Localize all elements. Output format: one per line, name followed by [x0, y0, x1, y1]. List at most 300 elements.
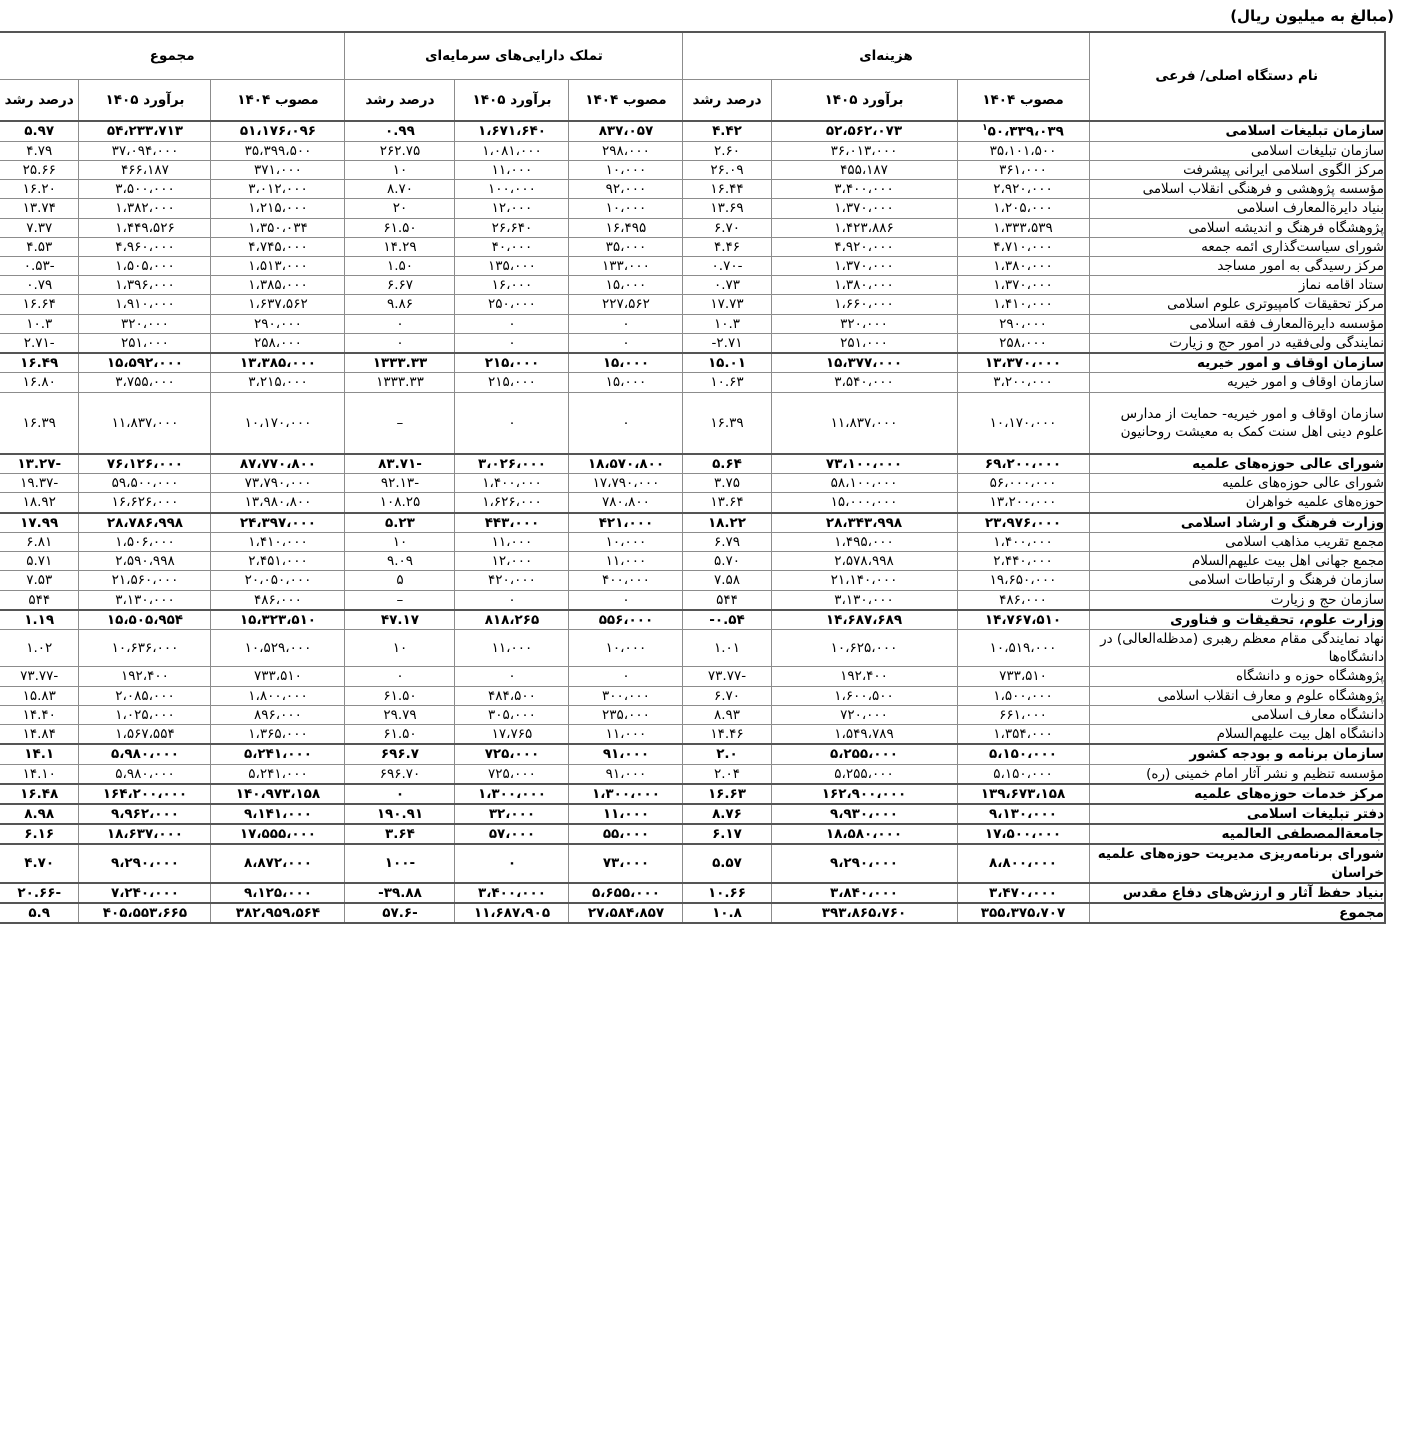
- table-row: [0, 610, 1385, 630]
- cell-capital-estimate_1405: ۴۴۳،۰۰۰: [455, 513, 569, 533]
- cell-total-growth: -۷۳.۷۷: [0, 667, 79, 686]
- cell-capital-growth: ۱۰: [345, 160, 455, 179]
- amounts-unit-caption: (مبالغ به میلیون ریال): [1230, 7, 1394, 25]
- header-group-row: [0, 32, 1385, 80]
- header-capital-estimate-1405: برآورد ۱۴۰۵: [455, 80, 569, 122]
- header-capital-growth: درصد رشد: [345, 80, 455, 122]
- cell-capital-approved_1404: ۰: [569, 667, 683, 686]
- cell-total-approved_1404: ۳،۲۱۵،۰۰۰: [211, 373, 345, 392]
- cell-capital-estimate_1405: ۱۶،۰۰۰: [455, 276, 569, 295]
- cell-current-growth: ۴.۴۲: [683, 121, 771, 141]
- cell-capital-estimate_1405: ۰: [455, 392, 569, 454]
- table-body: [0, 121, 1385, 923]
- cell-total-growth: -۰.۵۳: [0, 257, 79, 276]
- cell-total-approved_1404: ۲۹۰،۰۰۰: [211, 314, 345, 333]
- cell-capital-estimate_1405: ۴۲۰،۰۰۰: [455, 571, 569, 590]
- table-row: [0, 199, 1385, 218]
- cell-current-estimate_1405: ۱۶۲،۹۰۰،۰۰۰: [771, 784, 957, 804]
- cell-total-approved_1404: ۱۵،۳۲۳،۵۱۰: [211, 610, 345, 630]
- row-agency-name: پژوهشگاه حوزه و دانشگاه: [1089, 667, 1385, 686]
- cell-capital-growth: ۱۰۸.۲۵: [345, 493, 455, 513]
- cell-capital-estimate_1405: ۲۶،۶۴۰: [455, 218, 569, 237]
- table-row: [0, 474, 1385, 493]
- cell-capital-approved_1404: ۱۰،۰۰۰: [569, 532, 683, 551]
- cell-total-growth: ۴.۷۹: [0, 141, 79, 160]
- cell-capital-approved_1404: ۱،۳۰۰،۰۰۰: [569, 784, 683, 804]
- cell-current-estimate_1405: ۱،۴۲۳،۸۸۶: [771, 218, 957, 237]
- cell-capital-estimate_1405: ۱،۰۸۱،۰۰۰: [455, 141, 569, 160]
- cell-capital-estimate_1405: ۱،۳۰۰،۰۰۰: [455, 784, 569, 804]
- cell-capital-estimate_1405: ۳۲،۰۰۰: [455, 804, 569, 824]
- cell-current-approved_1404: ۱۳،۳۷۰،۰۰۰: [957, 353, 1089, 373]
- cell-total-growth: -۲۰.۶۶: [0, 883, 79, 903]
- cell-current-growth: ۲۶.۰۹: [683, 160, 771, 179]
- cell-current-approved_1404: ۱،۵۰۰،۰۰۰: [957, 686, 1089, 705]
- cell-capital-approved_1404: ۵۵،۰۰۰: [569, 824, 683, 844]
- cell-current-approved_1404: ۳۵،۱۰۱،۵۰۰: [957, 141, 1089, 160]
- cell-total-growth: ۱۵.۸۳: [0, 686, 79, 705]
- cell-current-estimate_1405: ۷۳،۱۰۰،۰۰۰: [771, 454, 957, 474]
- cell-capital-estimate_1405: ۸۱۸،۲۶۵: [455, 610, 569, 630]
- cell-current-estimate_1405: ۹،۲۹۰،۰۰۰: [771, 844, 957, 882]
- cell-total-growth: ۱۰.۳: [0, 314, 79, 333]
- cell-current-growth: ۳.۷۵: [683, 474, 771, 493]
- cell-total-approved_1404: ۴،۷۴۵،۰۰۰: [211, 237, 345, 256]
- cell-capital-growth: ۱۰: [345, 532, 455, 551]
- cell-total-estimate_1405: ۲۵۱،۰۰۰: [79, 333, 211, 353]
- cell-capital-estimate_1405: ۱۱،۰۰۰: [455, 160, 569, 179]
- cell-capital-growth: ۵.۲۳: [345, 513, 455, 533]
- cell-current-estimate_1405: ۱۱،۸۳۷،۰۰۰: [771, 392, 957, 454]
- cell-capital-estimate_1405: ۲۱۵،۰۰۰: [455, 373, 569, 392]
- cell-current-estimate_1405: ۱۰،۶۲۵،۰۰۰: [771, 629, 957, 666]
- row-agency-name: سازمان حج و زیارت: [1089, 590, 1385, 610]
- cell-capital-approved_1404: ۵،۶۵۵،۰۰۰: [569, 883, 683, 903]
- cell-total-estimate_1405: ۴۶۶،۱۸۷: [79, 160, 211, 179]
- cell-current-growth: ۲.۷۱-: [683, 333, 771, 353]
- cell-current-approved_1404: ۲۳،۹۷۶،۰۰۰: [957, 513, 1089, 533]
- cell-current-growth: ۱.۰۱: [683, 629, 771, 666]
- cell-current-estimate_1405: ۵،۲۵۵،۰۰۰: [771, 764, 957, 784]
- cell-current-approved_1404: ۱،۲۰۵،۰۰۰: [957, 199, 1089, 218]
- cell-total-approved_1404: ۷۳۳،۵۱۰: [211, 667, 345, 686]
- table-row: [0, 804, 1385, 824]
- cell-total-approved_1404: ۱۳،۹۸۰،۸۰۰: [211, 493, 345, 513]
- cell-capital-estimate_1405: ۳۰۵،۰۰۰: [455, 705, 569, 724]
- row-agency-name: شورای برنامه‌ریزی مدیریت حوزه‌های علمیه خراسان: [1089, 844, 1385, 882]
- cell-total-approved_1404: ۹،۱۴۱،۰۰۰: [211, 804, 345, 824]
- header-group-capital: تملک دارایی‌های سرمایه‌ای: [345, 32, 683, 80]
- cell-capital-growth: ۱۳۳۳.۳۳: [345, 373, 455, 392]
- table-row: [0, 883, 1385, 903]
- cell-current-approved_1404: ۲۹۰،۰۰۰: [957, 314, 1089, 333]
- cell-capital-growth: ۶۱.۵۰: [345, 686, 455, 705]
- table-row: [0, 333, 1385, 353]
- cell-current-approved_1404: ۱۰،۱۷۰،۰۰۰: [957, 392, 1089, 454]
- cell-total-growth: ۱۳.۷۴: [0, 199, 79, 218]
- cell-total-estimate_1405: ۳۲۰،۰۰۰: [79, 314, 211, 333]
- table-row: [0, 276, 1385, 295]
- row-agency-name: مجمع جهانی اهل بیت علیهم‌السلام: [1089, 552, 1385, 571]
- cell-total-estimate_1405: ۲۸،۷۸۶،۹۹۸: [79, 513, 211, 533]
- header-total-estimate-1405: برآورد ۱۴۰۵: [79, 80, 211, 122]
- cell-total-estimate_1405: ۱۶۴،۲۰۰،۰۰۰: [79, 784, 211, 804]
- row-agency-name: سازمان اوقاف و امور خیریه: [1089, 373, 1385, 392]
- cell-current-approved_1404: ۶۶۱،۰۰۰: [957, 705, 1089, 724]
- cell-current-growth: ۱۸.۲۲: [683, 513, 771, 533]
- cell-current-growth: -۷۳.۷۷: [683, 667, 771, 686]
- cell-current-growth: ۲.۰۴: [683, 764, 771, 784]
- cell-total-growth: ۵.۹۷: [0, 121, 79, 141]
- row-agency-name: وزارت فرهنگ و ارشاد اسلامی: [1089, 513, 1385, 533]
- cell-total-growth: ۴.۷۰: [0, 844, 79, 882]
- cell-total-growth: ۷.۳۷: [0, 218, 79, 237]
- cell-capital-growth: ۶۱.۵۰: [345, 725, 455, 745]
- cell-current-estimate_1405: ۹،۹۳۰،۰۰۰: [771, 804, 957, 824]
- cell-capital-estimate_1405: ۲۱۵،۰۰۰: [455, 353, 569, 373]
- table-row: [0, 454, 1385, 474]
- header-group-current: هزینه‌ای: [683, 32, 1089, 80]
- cell-capital-approved_1404: ۱۵،۰۰۰: [569, 353, 683, 373]
- cell-current-estimate_1405: ۱،۴۹۵،۰۰۰: [771, 532, 957, 551]
- table-row: [0, 824, 1385, 844]
- table-row: [0, 121, 1385, 141]
- cell-current-approved_1404: ۱،۴۱۰،۰۰۰: [957, 295, 1089, 314]
- cell-current-approved_1404: ۱۰،۵۱۹،۰۰۰: [957, 629, 1089, 666]
- cell-capital-growth: ۰: [345, 667, 455, 686]
- cell-current-estimate_1405: ۳،۱۳۰،۰۰۰: [771, 590, 957, 610]
- cell-capital-approved_1404: ۳۵،۰۰۰: [569, 237, 683, 256]
- cell-current-approved_1404: ۳۵۵،۳۷۵،۷۰۷: [957, 903, 1089, 923]
- cell-total-estimate_1405: ۱،۴۴۹،۵۲۶: [79, 218, 211, 237]
- cell-current-estimate_1405: ۱۴،۶۸۷،۶۸۹: [771, 610, 957, 630]
- table-row: [0, 629, 1385, 666]
- cell-capital-growth: -۹۲.۱۳: [345, 474, 455, 493]
- cell-total-growth: ۱.۰۲: [0, 629, 79, 666]
- table-row: [0, 844, 1385, 882]
- cell-current-growth: ۱۵.۰۱: [683, 353, 771, 373]
- cell-current-estimate_1405: ۳۶،۰۱۳،۰۰۰: [771, 141, 957, 160]
- cell-capital-estimate_1405: ۰: [455, 314, 569, 333]
- cell-current-approved_1404: ۱،۳۵۴،۰۰۰: [957, 725, 1089, 745]
- cell-total-approved_1404: ۳،۰۱۲،۰۰۰: [211, 180, 345, 199]
- cell-capital-estimate_1405: ۱۱،۶۸۷،۹۰۵: [455, 903, 569, 923]
- cell-capital-growth: ۴۷.۱۷: [345, 610, 455, 630]
- cell-total-estimate_1405: ۵۹،۵۰۰،۰۰۰: [79, 474, 211, 493]
- cell-total-approved_1404: ۵۱،۱۷۶،۰۹۶: [211, 121, 345, 141]
- cell-total-approved_1404: ۱،۵۱۳،۰۰۰: [211, 257, 345, 276]
- cell-total-estimate_1405: ۱،۵۰۵،۰۰۰: [79, 257, 211, 276]
- cell-total-approved_1404: ۳۵،۳۹۹،۵۰۰: [211, 141, 345, 160]
- row-agency-name: سازمان تبلیغات اسلامی: [1089, 121, 1385, 141]
- cell-current-approved_1404: ۳۶۱،۰۰۰: [957, 160, 1089, 179]
- cell-total-growth: ۶.۸۱: [0, 532, 79, 551]
- cell-total-estimate_1405: ۱۰،۶۳۶،۰۰۰: [79, 629, 211, 666]
- row-agency-name: پژوهشگاه فرهنگ و اندیشه اسلامی: [1089, 218, 1385, 237]
- cell-total-growth: ۵.۷۱: [0, 552, 79, 571]
- cell-capital-growth: –: [345, 590, 455, 610]
- cell-total-growth: ۱۷.۹۹: [0, 513, 79, 533]
- cell-current-growth: ۲.۶۰: [683, 141, 771, 160]
- cell-total-approved_1404: ۵،۲۴۱،۰۰۰: [211, 764, 345, 784]
- table-caption-row: [0, 0, 1424, 31]
- cell-current-estimate_1405: ۲۵۱،۰۰۰: [771, 333, 957, 353]
- cell-capital-estimate_1405: ۲۵۰،۰۰۰: [455, 295, 569, 314]
- row-agency-name: سازمان اوقاف و امور خیریه- حمایت از مدارس علوم دینی اهل سنت کمک به معیشت روحانیون: [1089, 392, 1385, 454]
- table-row: [0, 314, 1385, 333]
- cell-total-estimate_1405: ۷۶،۱۲۶،۰۰۰: [79, 454, 211, 474]
- table-row: [0, 705, 1385, 724]
- table-row: [0, 180, 1385, 199]
- cell-total-approved_1404: ۱،۳۵۰،۰۳۴: [211, 218, 345, 237]
- cell-capital-approved_1404: ۹۱،۰۰۰: [569, 764, 683, 784]
- cell-current-estimate_1405: ۵۸،۱۰۰،۰۰۰: [771, 474, 957, 493]
- cell-capital-approved_1404: ۱۵،۰۰۰: [569, 373, 683, 392]
- cell-current-approved_1404: ۱،۴۰۰،۰۰۰: [957, 532, 1089, 551]
- cell-current-approved_1404: ۱۳۹،۶۷۳،۱۵۸: [957, 784, 1089, 804]
- cell-capital-estimate_1405: ۱۱،۰۰۰: [455, 532, 569, 551]
- cell-capital-approved_1404: ۱۳۳،۰۰۰: [569, 257, 683, 276]
- cell-total-estimate_1405: ۵،۹۸۰،۰۰۰: [79, 744, 211, 764]
- cell-current-growth: ۶.۷۹: [683, 532, 771, 551]
- cell-total-estimate_1405: ۳،۷۵۵،۰۰۰: [79, 373, 211, 392]
- cell-capital-growth: ۰: [345, 784, 455, 804]
- cell-current-growth: ۱۰.۳: [683, 314, 771, 333]
- cell-total-growth: ۱۶.۴۹: [0, 353, 79, 373]
- header-capital-approved-1404: مصوب ۱۴۰۴: [569, 80, 683, 122]
- header-group-total: مجموع: [0, 32, 345, 80]
- cell-total-growth: ۱۴.۱: [0, 744, 79, 764]
- cell-capital-growth: ۱۰: [345, 629, 455, 666]
- cell-capital-approved_1404: ۱۰،۰۰۰: [569, 629, 683, 666]
- cell-capital-approved_1404: ۰: [569, 590, 683, 610]
- cell-current-approved_1404: ۵،۱۵۰،۰۰۰: [957, 764, 1089, 784]
- row-agency-name: مجمع تقریب مذاهب اسلامی: [1089, 532, 1385, 551]
- cell-current-growth: ۶.۷۰: [683, 218, 771, 237]
- cell-total-approved_1404: ۱،۸۰۰،۰۰۰: [211, 686, 345, 705]
- cell-current-approved_1404: ۵،۱۵۰،۰۰۰: [957, 744, 1089, 764]
- cell-total-estimate_1405: ۲،۵۹۰،۹۹۸: [79, 552, 211, 571]
- cell-total-estimate_1405: ۲،۰۸۵،۰۰۰: [79, 686, 211, 705]
- cell-current-growth: ۱۴.۴۶: [683, 725, 771, 745]
- cell-total-approved_1404: ۱،۶۳۷،۵۶۲: [211, 295, 345, 314]
- cell-current-estimate_1405: ۱،۵۴۹،۷۸۹: [771, 725, 957, 745]
- cell-current-growth: ۱۳.۶۴: [683, 493, 771, 513]
- row-agency-name: بنیاد دایرةالمعارف اسلامی: [1089, 199, 1385, 218]
- cell-capital-growth: -۱۰۰: [345, 844, 455, 882]
- cell-capital-approved_1404: ۲۳۵،۰۰۰: [569, 705, 683, 724]
- cell-current-estimate_1405: ۴۵۵،۱۸۷: [771, 160, 957, 179]
- row-agency-name: سازمان تبلیغات اسلامی: [1089, 141, 1385, 160]
- cell-capital-estimate_1405: ۷۲۵،۰۰۰: [455, 764, 569, 784]
- cell-current-growth: ۸.۹۳: [683, 705, 771, 724]
- cell-capital-approved_1404: ۳۰۰،۰۰۰: [569, 686, 683, 705]
- cell-total-growth: ۴.۵۳: [0, 237, 79, 256]
- cell-capital-growth: ۲۹.۷۹: [345, 705, 455, 724]
- cell-current-growth: ۱۷.۷۳: [683, 295, 771, 314]
- table-row: [0, 764, 1385, 784]
- table-row: [0, 218, 1385, 237]
- cell-total-estimate_1405: ۵،۹۸۰،۰۰۰: [79, 764, 211, 784]
- cell-total-estimate_1405: ۱۹۲،۴۰۰: [79, 667, 211, 686]
- cell-capital-approved_1404: ۴۰۰،۰۰۰: [569, 571, 683, 590]
- cell-current-growth: ۱۶.۳۹: [683, 392, 771, 454]
- cell-current-approved_1404: ۱،۳۷۰،۰۰۰: [957, 276, 1089, 295]
- cell-current-estimate_1405: ۳۹۳،۸۶۵،۷۶۰: [771, 903, 957, 923]
- header-total-growth: درصد رشد: [0, 80, 79, 122]
- cell-total-estimate_1405: ۱۵،۵۰۵،۹۵۴: [79, 610, 211, 630]
- table-total-row: [0, 903, 1385, 923]
- cell-current-approved_1404: ۱،۳۸۰،۰۰۰: [957, 257, 1089, 276]
- cell-capital-growth: ۳۹.۸۸-: [345, 883, 455, 903]
- cell-current-growth: ۱۳.۶۹: [683, 199, 771, 218]
- cell-current-estimate_1405: ۱۹۲،۴۰۰: [771, 667, 957, 686]
- row-agency-name: مؤسسه تنظیم و نشر آثار امام خمینی (ره): [1089, 764, 1385, 784]
- cell-capital-growth: -۸۳.۷۱: [345, 454, 455, 474]
- cell-current-growth: ۵.۵۷: [683, 844, 771, 882]
- cell-capital-estimate_1405: ۱،۶۷۱،۶۴۰: [455, 121, 569, 141]
- cell-total-growth: ۱۶.۴۸: [0, 784, 79, 804]
- table-row: [0, 160, 1385, 179]
- cell-current-estimate_1405: ۴،۹۲۰،۰۰۰: [771, 237, 957, 256]
- cell-capital-approved_1404: ۱۷،۷۹۰،۰۰۰: [569, 474, 683, 493]
- table-row: [0, 725, 1385, 745]
- cell-capital-approved_1404: ۷۳،۰۰۰: [569, 844, 683, 882]
- cell-capital-growth: ۲۶۲.۷۵: [345, 141, 455, 160]
- cell-current-growth: ۸.۷۶: [683, 804, 771, 824]
- cell-current-growth: ۰.۷۳: [683, 276, 771, 295]
- row-agency-name: وزارت علوم، تحقیقات و فناوری: [1089, 610, 1385, 630]
- cell-capital-approved_1404: ۱۱،۰۰۰: [569, 552, 683, 571]
- cell-capital-approved_1404: ۲۲۷،۵۶۲: [569, 295, 683, 314]
- cell-current-estimate_1405: ۵،۲۵۵،۰۰۰: [771, 744, 957, 764]
- cell-capital-growth: ۱.۵۰: [345, 257, 455, 276]
- cell-total-estimate_1405: ۱،۰۲۵،۰۰۰: [79, 705, 211, 724]
- cell-total-growth: ۱۶.۶۴: [0, 295, 79, 314]
- cell-capital-growth: ۵: [345, 571, 455, 590]
- cell-capital-approved_1404: ۵۵۶،۰۰۰: [569, 610, 683, 630]
- cell-capital-estimate_1405: ۱۰۰،۰۰۰: [455, 180, 569, 199]
- cell-total-estimate_1405: ۱،۳۸۲،۰۰۰: [79, 199, 211, 218]
- cell-capital-estimate_1405: ۱۲،۰۰۰: [455, 199, 569, 218]
- cell-capital-growth: ۸.۷۰: [345, 180, 455, 199]
- cell-current-estimate_1405: ۲۱،۱۴۰،۰۰۰: [771, 571, 957, 590]
- cell-current-estimate_1405: ۱،۳۷۰،۰۰۰: [771, 199, 957, 218]
- cell-capital-growth: ۶۹۶.۷۰: [345, 764, 455, 784]
- table-row: [0, 784, 1385, 804]
- cell-total-growth: ۸.۹۸: [0, 804, 79, 824]
- cell-total-approved_1404: ۱،۳۸۵،۰۰۰: [211, 276, 345, 295]
- table-row: [0, 667, 1385, 686]
- cell-capital-growth: ۶۱.۵۰: [345, 218, 455, 237]
- cell-total-estimate_1405: ۱۵،۵۹۲،۰۰۰: [79, 353, 211, 373]
- cell-current-estimate_1405: ۱۸،۵۸۰،۰۰۰: [771, 824, 957, 844]
- row-agency-name: شورای سیاست‌گذاری ائمه جمعه: [1089, 237, 1385, 256]
- cell-total-estimate_1405: ۲۱،۵۶۰،۰۰۰: [79, 571, 211, 590]
- cell-capital-growth: -۵۷.۶: [345, 903, 455, 923]
- cell-capital-estimate_1405: ۱۳۵،۰۰۰: [455, 257, 569, 276]
- cell-capital-approved_1404: ۱۰،۰۰۰: [569, 199, 683, 218]
- cell-current-growth: ۲.۰: [683, 744, 771, 764]
- cell-total-estimate_1405: ۱۱،۸۳۷،۰۰۰: [79, 392, 211, 454]
- row-agency-name: مجموع: [1089, 903, 1385, 923]
- cell-capital-approved_1404: ۱۰،۰۰۰: [569, 160, 683, 179]
- cell-total-estimate_1405: ۱۶،۶۲۶،۰۰۰: [79, 493, 211, 513]
- cell-current-approved_1404: ۲۵۸،۰۰۰: [957, 333, 1089, 353]
- cell-total-approved_1404: ۳۸۲،۹۵۹،۵۶۴: [211, 903, 345, 923]
- cell-capital-growth: ۲۰: [345, 199, 455, 218]
- cell-total-approved_1404: ۴۸۶،۰۰۰: [211, 590, 345, 610]
- table-row: [0, 571, 1385, 590]
- cell-total-approved_1404: ۲،۴۵۱،۰۰۰: [211, 552, 345, 571]
- cell-total-estimate_1405: ۹،۹۶۲،۰۰۰: [79, 804, 211, 824]
- cell-capital-estimate_1405: ۰: [455, 844, 569, 882]
- cell-total-approved_1404: ۱۴۰،۹۷۳،۱۵۸: [211, 784, 345, 804]
- cell-total-growth: ۵.۹: [0, 903, 79, 923]
- cell-capital-estimate_1405: ۱،۶۲۶،۰۰۰: [455, 493, 569, 513]
- cell-current-approved_1404: ۷۳۳،۵۱۰: [957, 667, 1089, 686]
- cell-current-estimate_1405: ۵۲،۵۶۲،۰۷۳: [771, 121, 957, 141]
- cell-current-approved_1404: ۴،۷۱۰،۰۰۰: [957, 237, 1089, 256]
- cell-total-growth: ۱۶.۳۹: [0, 392, 79, 454]
- cell-total-estimate_1405: ۳۷،۰۹۴،۰۰۰: [79, 141, 211, 160]
- cell-current-estimate_1405: ۳۲۰،۰۰۰: [771, 314, 957, 333]
- cell-total-approved_1404: ۱۰،۱۷۰،۰۰۰: [211, 392, 345, 454]
- cell-capital-growth: ۰: [345, 314, 455, 333]
- cell-total-growth: ۱.۱۹: [0, 610, 79, 630]
- cell-total-approved_1404: ۸۷،۷۷۰،۸۰۰: [211, 454, 345, 474]
- cell-total-growth: -۱۹.۳۷: [0, 474, 79, 493]
- table-row: [0, 552, 1385, 571]
- cell-current-approved_1404: ۱۳،۲۰۰،۰۰۰: [957, 493, 1089, 513]
- cell-capital-estimate_1405: ۳،۴۰۰،۰۰۰: [455, 883, 569, 903]
- cell-total-estimate_1405: ۷،۲۴۰،۰۰۰: [79, 883, 211, 903]
- table-row: [0, 237, 1385, 256]
- row-agency-name: بنیاد حفظ آثار و ارزش‌های دفاع مقدس: [1089, 883, 1385, 903]
- cell-total-approved_1404: ۱۷،۵۵۵،۰۰۰: [211, 824, 345, 844]
- cell-current-growth: ۶.۷۰: [683, 686, 771, 705]
- cell-total-approved_1404: ۸۹۶،۰۰۰: [211, 705, 345, 724]
- cell-capital-approved_1404: ۸۳۷،۰۵۷: [569, 121, 683, 141]
- row-agency-name: شورای عالی حوزه‌های علمیه: [1089, 454, 1385, 474]
- row-agency-name: حوزه‌های علمیه خواهران: [1089, 493, 1385, 513]
- row-agency-name: سازمان اوقاف و امور خیریه: [1089, 353, 1385, 373]
- table-row: [0, 353, 1385, 373]
- cell-total-estimate_1405: ۹،۲۹۰،۰۰۰: [79, 844, 211, 882]
- cell-capital-estimate_1405: ۴۰،۰۰۰: [455, 237, 569, 256]
- cell-current-growth: ۱۰.۶۶: [683, 883, 771, 903]
- cell-total-growth: -۲.۷۱: [0, 333, 79, 353]
- row-agency-name: جامعةالمصطفی العالمیه: [1089, 824, 1385, 844]
- cell-capital-growth: –: [345, 392, 455, 454]
- cell-capital-approved_1404: ۰: [569, 314, 683, 333]
- row-agency-name: مرکز الگوی اسلامی ایرانی پیشرفت: [1089, 160, 1385, 179]
- cell-current-growth: ۰.۵۴-: [683, 610, 771, 630]
- table-head: [0, 32, 1385, 121]
- cell-current-approved_1404: ۳،۴۷۰،۰۰۰: [957, 883, 1089, 903]
- cell-current-approved_1404: ۳،۲۰۰،۰۰۰: [957, 373, 1089, 392]
- table-row: [0, 744, 1385, 764]
- row-agency-name: دانشگاه اهل بیت علیهم‌السلام: [1089, 725, 1385, 745]
- cell-current-approved_1404: ۲،۹۲۰،۰۰۰: [957, 180, 1089, 199]
- cell-total-growth: ۲۵.۶۶: [0, 160, 79, 179]
- row-agency-name: مرکز تحقیقات کامپیوتری علوم اسلامی: [1089, 295, 1385, 314]
- cell-current-growth: ۶.۱۷: [683, 824, 771, 844]
- budget-table: [0, 31, 1386, 924]
- cell-capital-growth: ۰.۹۹: [345, 121, 455, 141]
- table-row: [0, 493, 1385, 513]
- cell-current-growth: ۱۶.۴۴: [683, 180, 771, 199]
